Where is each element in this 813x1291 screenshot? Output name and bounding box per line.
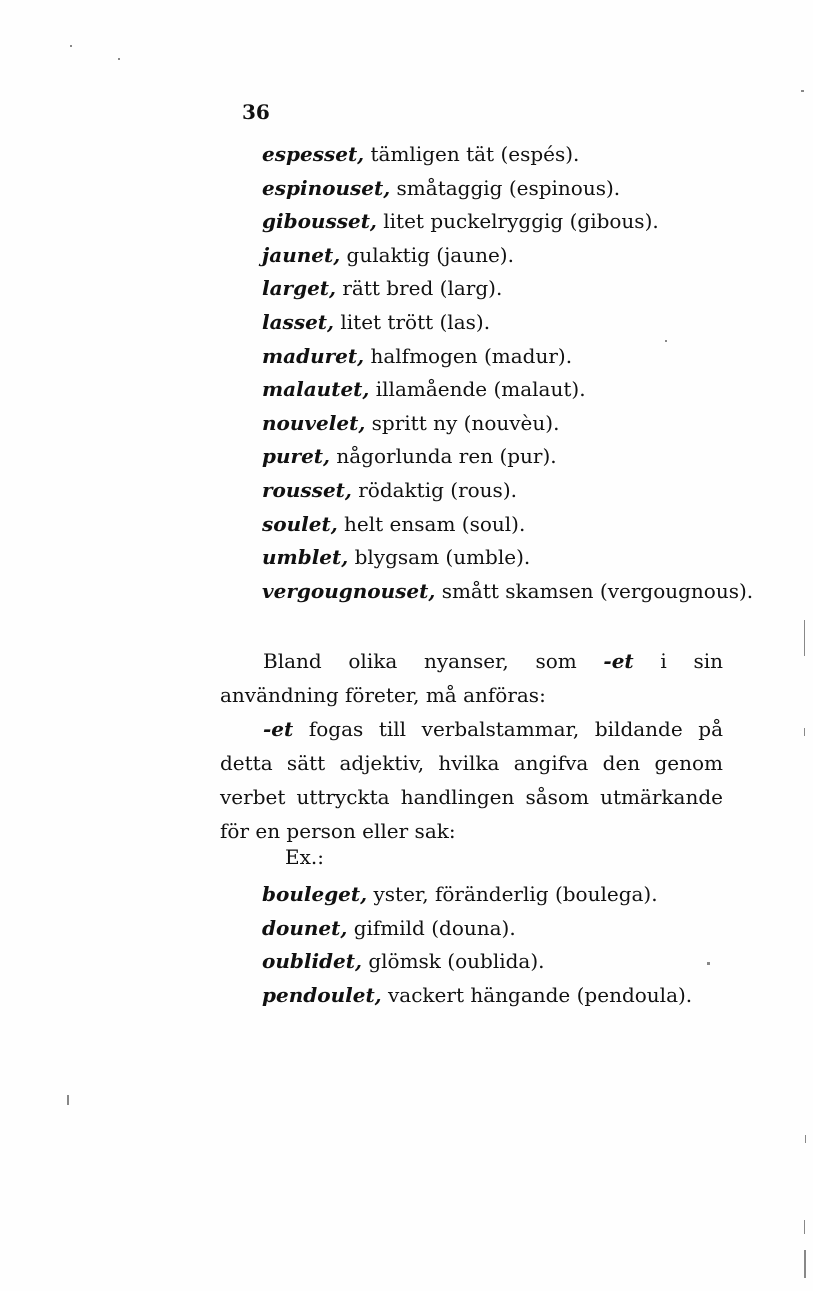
entry-word: maduret,	[262, 343, 365, 368]
entry-gloss: spritt ny (nouvèu).	[365, 410, 560, 435]
scan-speck	[804, 1250, 806, 1278]
paragraph-text-rest: i sin användning företer, må anföras:	[220, 649, 723, 707]
example-gloss: vackert hängande (pendoula).	[381, 982, 693, 1007]
entry-word: puret,	[262, 444, 330, 469]
explanatory-paragraph	[220, 644, 723, 712]
word-entry	[262, 508, 762, 542]
scan-speck	[804, 1220, 805, 1234]
word-entry	[262, 172, 762, 206]
word-entry	[262, 440, 762, 474]
page-number: 36	[242, 100, 270, 124]
example-word: dounet,	[262, 915, 348, 940]
scan-speck	[707, 962, 710, 965]
example-gloss: glömsk (oublida).	[361, 949, 545, 974]
example-gloss: gifmild (douna).	[347, 915, 516, 940]
paragraph-text: Bland olika nyanser, som	[263, 649, 604, 673]
word-list	[262, 138, 762, 608]
entry-word: gibousset,	[262, 209, 377, 234]
word-entry	[262, 272, 762, 306]
paragraph-text: fogas till verbalstammar, bildande på detta sätt adjektiv, hvilka angifva den genom verbet uttryckta handlingen såsom utmärkande för en person eller sak:	[220, 717, 723, 843]
entry-word: vergougnouset,	[262, 578, 436, 603]
example-entry	[262, 912, 762, 946]
suffix-term: -et	[263, 717, 294, 741]
entry-gloss: blygsam (umble).	[348, 545, 531, 570]
entry-word: soulet,	[262, 511, 338, 536]
example-entry	[262, 979, 762, 1013]
word-entry	[262, 239, 762, 273]
word-entry	[262, 340, 762, 374]
entry-gloss: rödaktig (rous).	[351, 477, 517, 502]
example-list	[262, 878, 762, 1012]
entry-gloss: gulaktig (jaune).	[340, 242, 514, 267]
entry-gloss: illamående (malaut).	[369, 377, 586, 402]
example-label: Ex.:	[285, 845, 324, 869]
example-entry	[262, 878, 762, 912]
word-entry	[262, 407, 762, 441]
word-entry	[262, 373, 762, 407]
scan-speck	[805, 1135, 806, 1143]
scan-speck	[118, 58, 120, 60]
word-entry	[262, 205, 762, 239]
word-entry	[262, 575, 762, 609]
word-entry	[262, 474, 762, 508]
word-entry	[262, 306, 762, 340]
entry-gloss: litet puckelryggig (gibous).	[376, 209, 659, 234]
entry-word: nouvelet,	[262, 410, 366, 435]
entry-word: umblet,	[262, 545, 349, 570]
example-entry	[262, 945, 762, 979]
entry-gloss: smått skamsen (vergougnous).	[435, 578, 754, 603]
entry-word: espinouset,	[262, 175, 391, 200]
entry-gloss: halfmogen (madur).	[364, 343, 573, 368]
entry-gloss: helt ensam (soul).	[337, 511, 526, 536]
word-entry	[262, 138, 762, 172]
entry-gloss: rätt bred (larg).	[336, 276, 503, 301]
scan-speck	[804, 620, 805, 656]
entry-word: espesset,	[262, 142, 365, 166]
suffix-description-paragraph	[220, 712, 723, 848]
entry-gloss: tämligen tät (espés).	[364, 142, 580, 166]
example-word: oublidet,	[262, 949, 362, 974]
entry-word: jaunet,	[262, 242, 341, 267]
word-entry	[262, 541, 762, 575]
scan-speck	[665, 340, 667, 342]
scan-speck	[67, 1095, 69, 1105]
entry-word: malautet,	[262, 377, 370, 402]
scan-speck	[70, 45, 72, 47]
entry-word: larget,	[262, 276, 337, 301]
scan-speck	[801, 90, 804, 92]
entry-gloss: småtaggig (espinous).	[390, 175, 621, 200]
entry-gloss: litet trött (las).	[334, 309, 491, 334]
scan-speck	[804, 728, 805, 736]
suffix-term: -et	[603, 649, 634, 673]
example-gloss: yster, föränderlig (boulega).	[367, 882, 658, 906]
example-word: pendoulet,	[262, 982, 382, 1007]
entry-word: lasset,	[262, 309, 335, 334]
example-word: bouleget,	[262, 882, 368, 906]
entry-gloss: någorlunda ren (pur).	[330, 444, 557, 469]
entry-word: rousset,	[262, 477, 352, 502]
